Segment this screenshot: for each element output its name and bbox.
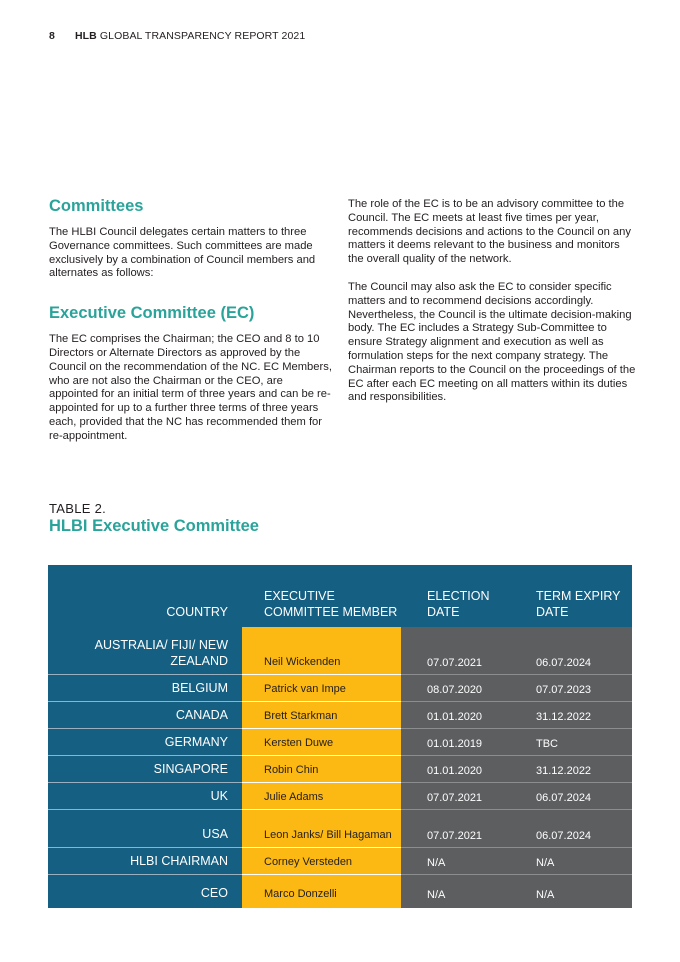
member-cell: Patrick van Impe (242, 675, 401, 702)
member-cell: Julie Adams (242, 783, 401, 810)
page-header (49, 30, 305, 42)
term-expiry-cell: 07.07.2023 (512, 675, 632, 702)
term-expiry-cell: 06.07.2024 (512, 627, 632, 675)
member-cell: Kersten Duwe (242, 729, 401, 756)
term-expiry-cell: TBC (512, 729, 632, 756)
election-date-cell: 01.01.2019 (401, 729, 512, 756)
country-cell: CANADA (48, 702, 242, 729)
member-cell: Corney Versteden (242, 848, 401, 875)
election-date-cell: 01.01.2020 (401, 756, 512, 783)
report-title: GLOBAL TRANSPARENCY REPORT 2021 (99, 30, 306, 42)
executive-committee-text: The EC comprises the Chairman; the CEO and 8 to 10 Directors or Alternate Directors as approved by the Council on the recommendation of the NC. EC Members, who are not also the Chairman or the CEO, are appointed for an initial term of three years and can be re-appointed for up to a further three terms of three years each, provided that the NC has recommended them for re-appointment. (49, 333, 332, 442)
member-cell: Neil Wickenden (242, 627, 401, 675)
table-row (48, 627, 632, 675)
table-header-row (48, 565, 632, 627)
term-expiry-cell: 31.12.2022 (512, 756, 632, 783)
header-election-date: ELECTION DATE (401, 565, 512, 627)
table-row (48, 729, 632, 756)
country-cell: SINGAPORE (48, 756, 242, 783)
table-row (48, 848, 632, 875)
executive-committee-table (48, 565, 632, 908)
country-cell: USA (48, 810, 242, 848)
table-row (48, 875, 632, 909)
country-cell: BELGIUM (48, 675, 242, 702)
table-row (48, 810, 632, 848)
election-date-cell: 07.07.2021 (401, 810, 512, 848)
term-expiry-cell: N/A (512, 848, 632, 875)
country-cell: UK (48, 783, 242, 810)
page-number: 8 (49, 30, 55, 42)
country-cell: AUSTRALIA/ FIJI/ NEW ZEALAND (48, 627, 242, 675)
table-title: HLBI Executive Committee (49, 517, 259, 535)
country-cell: HLBI CHAIRMAN (48, 848, 242, 875)
term-expiry-cell: 06.07.2024 (512, 783, 632, 810)
election-date-cell: 07.07.2021 (401, 627, 512, 675)
table-row (48, 783, 632, 810)
table-row (48, 675, 632, 702)
member-cell: Robin Chin (242, 756, 401, 783)
brand-name: HLB (74, 30, 97, 42)
election-date-cell: 08.07.2020 (401, 675, 512, 702)
header-term-expiry-date: TERM EXPIRY DATE (512, 565, 632, 627)
left-column (49, 196, 335, 444)
table-row (48, 756, 632, 783)
election-date-cell: 01.01.2020 (401, 702, 512, 729)
ec-council-paragraph: The Council may also ask the EC to consider specific matters and to recommend decisions accordingly. Nevertheless, the Council is the ultimate decision-making body. The EC includes a Strategy Sub-Committee to ensure Strategy alignment and execution as well as formulation steps for the next company strategy. The Chairman reports to the Council on the proceedings of the EC after each EC meeting on all matters within its duties and responsibilities. (348, 280, 636, 404)
executive-committee-heading: Executive Committee (EC) (49, 304, 255, 323)
right-column (348, 198, 636, 405)
election-date-cell: N/A (401, 848, 512, 875)
table-label: TABLE 2. (49, 501, 107, 516)
member-cell: Marco Donzelli (242, 875, 401, 909)
election-date-cell: 07.07.2021 (401, 783, 512, 810)
committees-heading: Committees (49, 197, 144, 215)
country-cell: CEO (48, 875, 242, 909)
ec-role-paragraph: The role of the EC is to be an advisory committee to the Council. The EC meets at least five times per year, recommends decisions and actions to the Council on any matters it deems relevant to the business and monitors the overall quality of the network. (348, 198, 631, 266)
table-row (48, 702, 632, 729)
header-country: COUNTRY (48, 565, 242, 627)
term-expiry-cell: N/A (512, 875, 632, 909)
member-cell: Leon Janks/ Bill Hagaman (242, 810, 401, 848)
term-expiry-cell: 31.12.2022 (512, 702, 632, 729)
election-date-cell: N/A (401, 875, 512, 909)
committees-text: The HLBI Council delegates certain matters to three Governance committees. Such committees are made exclusively by a combination of Council members and alternates as follows: (49, 226, 316, 280)
header-member: EXECUTIVE COMMITTEE MEMBER (242, 565, 401, 627)
member-cell: Brett Starkman (242, 702, 401, 729)
country-cell: GERMANY (48, 729, 242, 756)
term-expiry-cell: 06.07.2024 (512, 810, 632, 848)
